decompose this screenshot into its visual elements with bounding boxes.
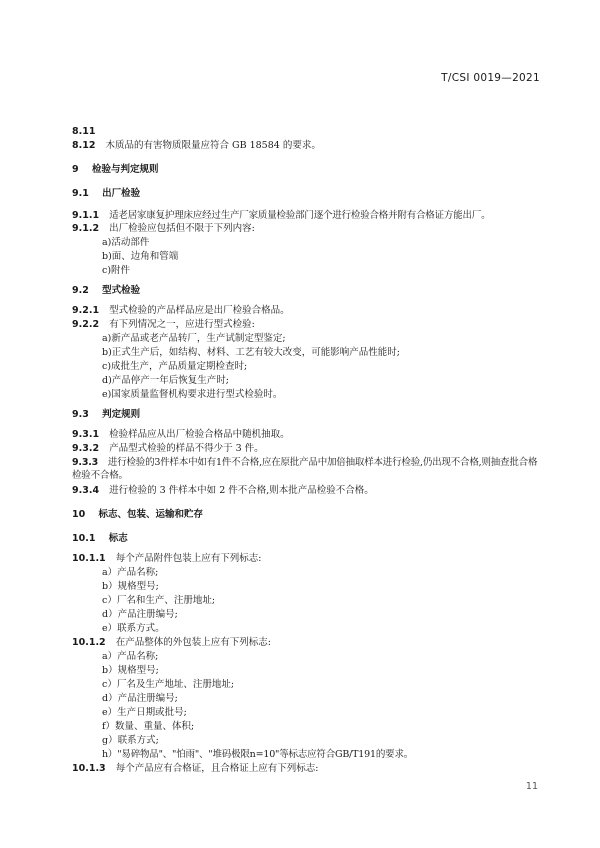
section-title: 标志、包装、运输和贮存 [98, 509, 204, 520]
clause-number: 10.1.2 [72, 637, 106, 648]
clause-text: 检验样品应从出厂检验合格品中随机抽取。 [109, 429, 290, 440]
section-title: 出厂检验 [102, 188, 141, 199]
section-heading-9-1 [72, 187, 542, 200]
clause-9-3-2 [72, 442, 542, 455]
clause-text: 进行检验的 3 件样本中如 2 件不合格,则本批产品检验不合格。 [109, 485, 374, 496]
section-title: 标志 [108, 533, 128, 544]
clause-9-3-3 [72, 456, 542, 482]
clause-number: 8.11 [72, 126, 96, 137]
clause-text: 适老居家康复护理床应经过生产厂家质量检验部门逐个进行检验合格并附有合格证方能出厂。 [109, 210, 491, 221]
clause-10-1-1 [72, 552, 542, 565]
clause-10-1-2 [72, 636, 542, 649]
list-item: a)新产品或老产品转厂，生产试制定型鉴定; [102, 333, 286, 344]
clause-text: 在产品整体的外包装上应有下列标志: [115, 637, 271, 648]
section-title: 检验与判定规则 [91, 164, 159, 175]
list-item: e）生产日期或批号; [102, 707, 187, 718]
section-number: 10.1 [72, 533, 96, 544]
list-item: d）产品注册编号; [102, 693, 178, 704]
section-number: 9.1 [72, 188, 89, 199]
section-title: 型式检验 [102, 285, 141, 296]
clause-number: 9.3.4 [72, 485, 100, 496]
list-item: b）规格型号; [102, 665, 159, 676]
clause-number: 8.12 [72, 140, 96, 151]
section-number: 9.2 [72, 285, 89, 296]
list-item: a)活动部件 [102, 237, 150, 248]
clause-text: 每个产品附件包装上应有下列标志: [115, 553, 262, 564]
list-item: f）数量、重量、体积; [102, 721, 195, 732]
list-item: a）产品名称; [102, 567, 159, 578]
clause-text: 出厂检验应包括但不限于下列内容: [109, 223, 255, 234]
clause-number: 9.1.2 [72, 223, 100, 234]
clause-text: 每个产品应有合格证，且合格证上应有下列标志: [115, 763, 319, 774]
clause-10-1-3 [72, 762, 542, 775]
page-number: 11 [525, 781, 538, 792]
section-heading-9-3 [72, 408, 542, 421]
list-item: c）厂名和生产、注册地址; [102, 595, 216, 606]
document-code: T/CSI 0019—2021 [441, 72, 540, 84]
list-item: e)国家质量监督机构要求进行型式检验时。 [102, 389, 283, 400]
list-item: e）联系方式。 [102, 623, 165, 634]
clause-8-12 [72, 139, 542, 152]
section-heading-10-1 [72, 532, 542, 545]
clause-text: 木质品的有害物质限量应符合 GB 18584 的要求。 [105, 140, 321, 151]
clause-text: 进行检验的3件样本中如有1件不合格,应在原批产品中加倍抽取样本进行检验,仍出现不合格,则抽查批合格检验不合格。 [72, 457, 538, 481]
section-number: 10 [72, 509, 86, 520]
list-item: b)面、边角和管端 [102, 251, 179, 262]
clause-number: 9.2.2 [72, 319, 100, 330]
section-number: 9.3 [72, 409, 89, 420]
clause-text: 有下列情况之一，应进行型式检验: [109, 319, 255, 330]
list-item: c）厂名及生产地址、注册地址; [102, 679, 235, 690]
list-item: a）产品名称; [102, 651, 159, 662]
list-item: g）联系方式; [102, 735, 159, 746]
clause-number: 9.2.1 [72, 305, 100, 316]
clause-9-3-1 [72, 428, 542, 441]
list-item: d）产品注册编号; [102, 609, 178, 620]
list-item: b）规格型号; [102, 581, 159, 592]
clause-9-1-1 [72, 209, 542, 222]
clause-text: 型式检验的产品样品应是出厂检验合格品。 [109, 305, 290, 316]
clause-9-3-4 [72, 484, 542, 497]
list-item: d)产品停产一年后恢复生产时; [102, 375, 229, 386]
clause-number: 9.3.1 [72, 429, 100, 440]
section-heading-9 [72, 163, 542, 176]
clause-number: 9.1.1 [72, 210, 100, 221]
clause-9-1-2 [72, 222, 542, 235]
list-item: c)成批生产，产品质量定期检查时; [102, 361, 248, 372]
clause-9-2-2 [72, 318, 542, 331]
clause-8-11 [72, 125, 542, 138]
list-item: h）"易碎物品"、"怕雨"、"堆码极限n=10"等标志应符合GB/T191的要求。 [102, 749, 414, 760]
list-item: b)正式生产后，如结构、材料、工艺有较大改变，可能影响产品性能时; [102, 347, 400, 358]
clause-9-2-1 [72, 304, 542, 317]
section-number: 9 [72, 164, 79, 175]
section-title: 判定规则 [102, 409, 141, 420]
list-item: c)附件 [102, 265, 131, 276]
clause-number: 9.3.2 [72, 443, 100, 454]
section-heading-10 [72, 508, 542, 521]
clause-number: 10.1.1 [72, 553, 106, 564]
section-heading-9-2 [72, 284, 542, 297]
clause-number: 10.1.3 [72, 763, 106, 774]
clause-text: 产品型式检验的样品不得少于 3 件。 [109, 443, 264, 454]
clause-number: 9.3.3 [72, 457, 99, 468]
